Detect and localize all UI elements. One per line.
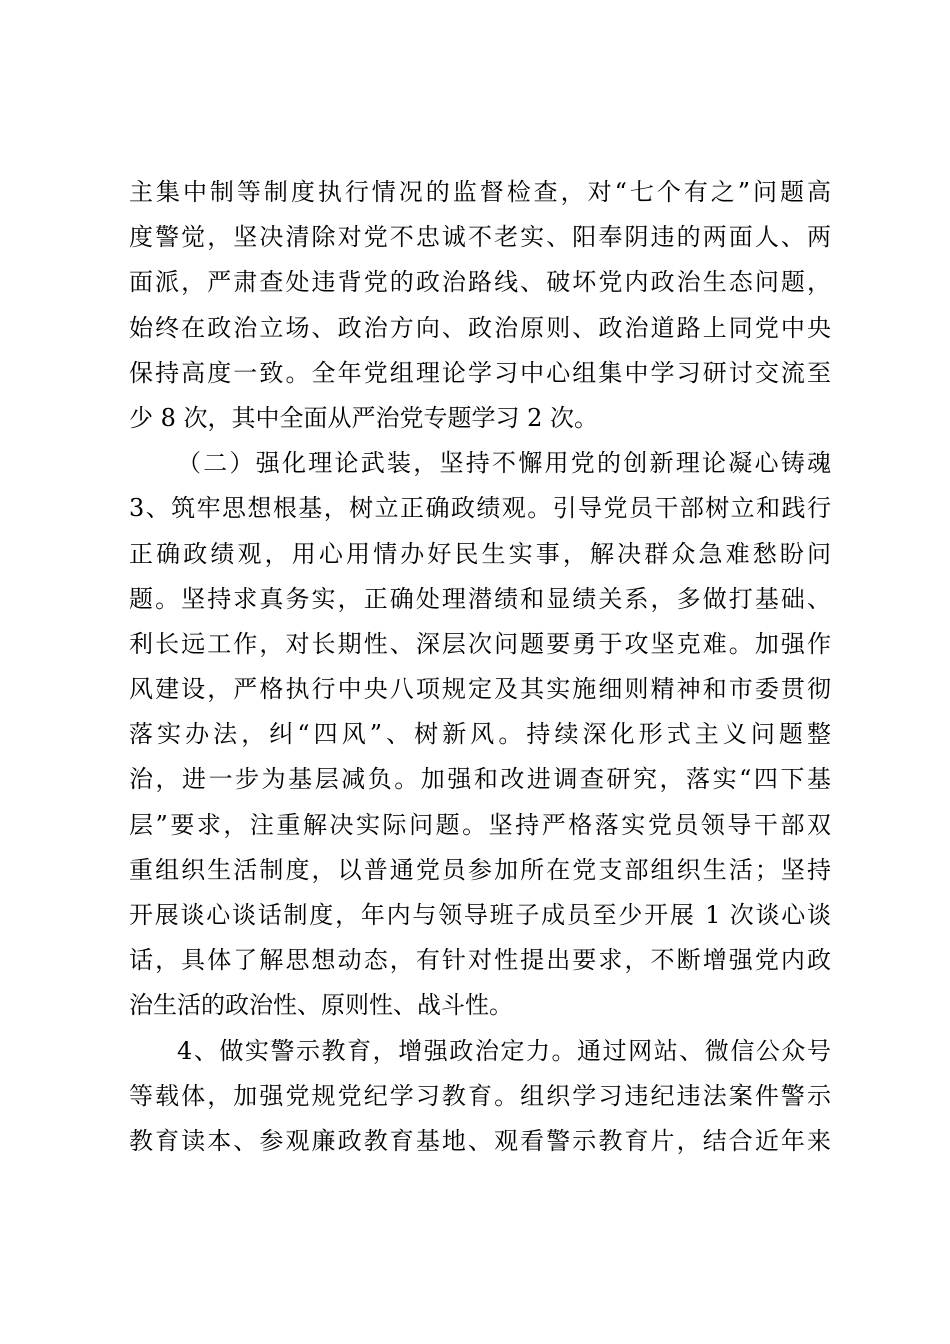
text-line: 保持高度一致。全年党组理论学习中心组集中学习研讨交流至 [129, 358, 831, 387]
text-line: 利长远工作，对长期性、深层次问题要勇于攻坚克难。加强作 [129, 629, 831, 658]
text-line: 治，进一步为基层减负。加强和改进调查研究，落实“四下基 [129, 765, 831, 794]
text-line: 开展谈心谈话制度，年内与领导班子成员至少开展 1 次谈心谈 [129, 901, 831, 929]
text-line: 层”要求，注重解决实际问题。坚持严格落实党员领导干部双 [129, 810, 831, 839]
document-body [129, 170, 831, 1164]
text-line: 教育读本、参观廉政教育基地、观看警示教育片，结合近年来 [129, 1126, 831, 1155]
text-line: 始终在政治立场、政治方向、政治原则、政治道路上同党中央 [129, 313, 831, 342]
text-line: 3、筑牢思想根基，树立正确政绩观。引导党员干部树立和践行 [129, 494, 831, 523]
text-line: 主集中制等制度执行情况的监督检查，对“七个有之”问题高 [129, 178, 831, 206]
text-line: 题。坚持求真务实，正确处理潜绩和显绩关系，多做打基础、 [129, 584, 831, 613]
text-line: 重组织生活制度，以普通党员参加所在党支部组织生活；坚持 [129, 855, 831, 884]
text-line: 落实办法，纠“四风”、树新风。持续深化形式主义问题整 [129, 720, 831, 749]
text-line: 话，具体了解思想动态，有针对性提出要求，不断增强党内政 [129, 946, 831, 975]
text-line: 风建设，严格执行中央八项规定及其实施细则精神和市委贯彻 [129, 675, 831, 704]
text-line: 4、做实警示教育，增强政治定力。通过网站、微信公众号 [177, 1036, 831, 1065]
text-line: 正确政绩观，用心用情办好民生实事，解决群众急难愁盼问 [129, 539, 831, 568]
text-line: 治生活的政治性、原则性、战斗性。 [129, 991, 513, 1020]
text-line: 等载体，加强党规党纪学习教育。组织学习违纪违法案件警示 [129, 1081, 831, 1110]
text-line: 少 8 次，其中全面从严治党专题学习 2 次。 [129, 403, 599, 432]
section-heading: （二）强化理论武装，坚持不懈用党的创新理论凝心铸魂 [177, 449, 831, 478]
text-line: 度警觉，坚决清除对党不忠诚不老实、阳奉阴违的两面人、两 [129, 223, 831, 252]
text-line: 面派，严肃查处违背党的政治路线、破坏党内政治生态问题， [129, 268, 831, 297]
